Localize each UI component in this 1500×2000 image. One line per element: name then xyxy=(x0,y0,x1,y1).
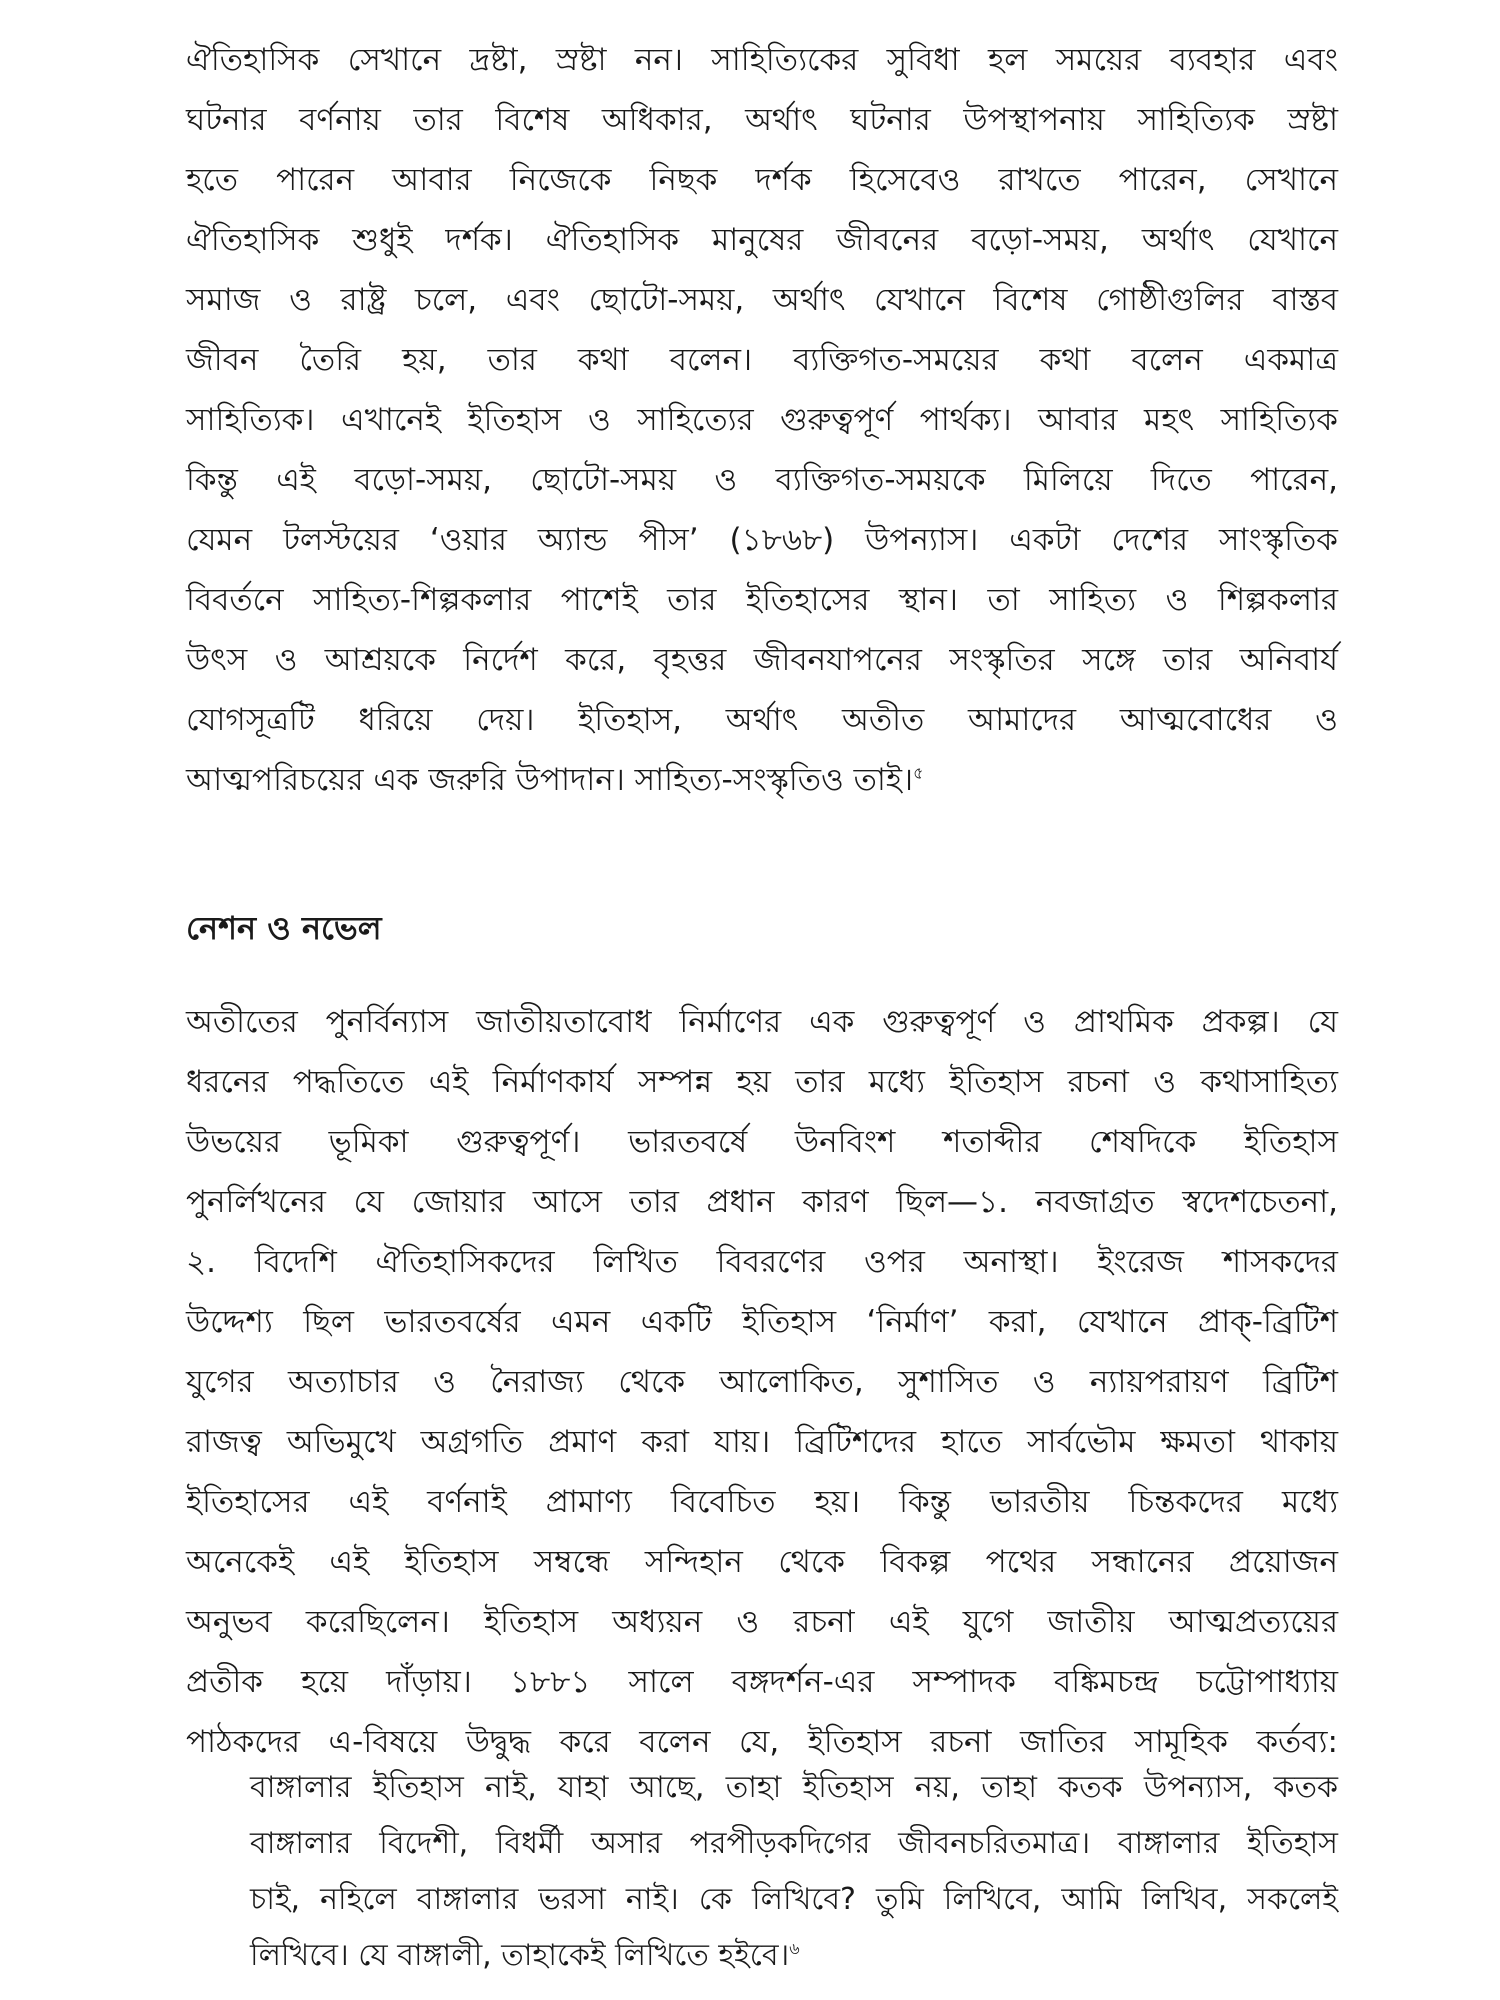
quote-line: বাঙ্গালার ইতিহাস নাই, যাহা আছে, তাহা ইতিহাস নয়, তাহা কতক উপন্যাস, কতক xyxy=(250,1770,1338,1805)
text-line: উৎস ও আশ্রয়কে নির্দেশ করে, বৃহত্তর জীবনযাপনের সংস্কৃতির সঙ্গে তার অনিবার্য xyxy=(186,642,1338,678)
text-line: ২. বিদেশি ঐতিহাসিকদের লিখিত বিবরণের ওপর অনাস্থা। ইংরেজ শাসকদের xyxy=(186,1244,1338,1280)
text-line: যেমন টলস্টয়ের ‘ওয়ার অ্যান্ড পীস’ (১৮৬৮) উপন্যাস। একটা দেশের সাংস্কৃতিক xyxy=(186,522,1338,558)
quote-line-content: লিখিবে। যে বাঙ্গালী, তাহাকেই লিখিতে হইবে। xyxy=(250,1938,790,1973)
text-line: ঐতিহাসিক সেখানে দ্রষ্টা, স্রষ্টা নন। সাহিত্যিকের সুবিধা হল সময়ের ব্যবহার এবং xyxy=(186,42,1338,78)
quote-line: চাই, নহিলে বাঙ্গালার ভরসা নাই। কে লিখিবে? তুমি লিখিবে, আমি লিখিব, সকলেই xyxy=(250,1882,1338,1917)
text-line: ঘটনার বর্ণনায় তার বিশেষ অধিকার, অর্থাৎ ঘটনার উপস্থাপনায় সাহিত্যিক স্রষ্টা xyxy=(186,102,1338,138)
text-line: উদ্দেশ্য ছিল ভারতবর্ষের এমন একটি ইতিহাস ‘নির্মাণ’ করা, যেখানে প্রাক্-ব্রিটিশ xyxy=(186,1304,1338,1340)
quote-line-last xyxy=(250,1928,1338,1984)
text-line: সাহিত্যিক। এখানেই ইতিহাস ও সাহিত্যের গুরুত্বপূর্ণ পার্থক্য। আবার মহৎ সাহিত্যিক xyxy=(186,402,1338,438)
text-line: জীবন তৈরি হয়, তার কথা বলেন। ব্যক্তিগত-সময়ের কথা বলেন একমাত্র xyxy=(186,342,1338,378)
text-line: অতীতের পুনর্বিন্যাস জাতীয়তাবোধ নির্মাণের এক গুরুত্বপূর্ণ ও প্রাথমিক প্রকল্প। যে xyxy=(186,1004,1338,1040)
text-line: সমাজ ও রাষ্ট্র চলে, এবং ছোটো-সময়, অর্থাৎ যেখানে বিশেষ গোষ্ঠীগুলির বাস্তব xyxy=(186,282,1338,318)
text-line: রাজত্ব অভিমুখে অগ্রগতি প্রমাণ করা যায়। ব্রিটিশদের হাতে সার্বভৌম ক্ষমতা থাকায় xyxy=(186,1424,1338,1460)
text-line: হতে পারেন আবার নিজেকে নিছক দর্শক হিসেবেও রাখতে পারেন, সেখানে xyxy=(186,162,1338,198)
paragraph-history-literature xyxy=(186,30,1338,810)
text-line: কিন্তু এই বড়ো-সময়, ছোটো-সময় ও ব্যক্তিগত-সময়কে মিলিয়ে দিতে পারেন, xyxy=(186,462,1338,498)
text-line: অনুভব করেছিলেন। ইতিহাস অধ্যয়ন ও রচনা এই যুগে জাতীয় আত্মপ্রত্যয়ের xyxy=(186,1604,1338,1640)
footnote-marker: ৫ xyxy=(913,763,924,783)
text-line: পাঠকদের এ-বিষয়ে উদ্বুদ্ধ করে বলেন যে, ইতিহাস রচনা জাতির সামূহিক কর্তব্য: xyxy=(186,1724,1338,1760)
text-line: প্রতীক হয়ে দাঁড়ায়। ১৮৮১ সালে বঙ্গদর্শন-এর সম্পাদক বঙ্কিমচন্দ্র চট্টোপাধ্যায় xyxy=(186,1664,1338,1700)
text-line: যুগের অত্যাচার ও নৈরাজ্য থেকে আলোকিত, সুশাসিত ও ন্যায়পরায়ণ ব্রিটিশ xyxy=(186,1364,1338,1400)
quote-line: বাঙ্গালার বিদেশী, বিধর্মী অসার পরপীড়কদিগের জীবনচরিতমাত্র। বাঙ্গালার ইতিহাস xyxy=(250,1826,1338,1861)
text-line: উভয়ের ভূমিকা গুরুত্বপূর্ণ। ভারতবর্ষে উনবিংশ শতাব্দীর শেষদিকে ইতিহাস xyxy=(186,1124,1338,1160)
text-line: ধরনের পদ্ধতিতে এই নির্মাণকার্য সম্পন্ন হয় তার মধ্যে ইতিহাস রচনা ও কথাসাহিত্য xyxy=(186,1064,1338,1100)
text-line-content: আত্মপরিচয়ের এক জরুরি উপাদান। সাহিত্য-সংস্কৃতিও তাই। xyxy=(186,762,914,798)
text-line-last xyxy=(186,750,1338,810)
text-line: যোগসূত্রটি ধরিয়ে দেয়। ইতিহাস, অর্থাৎ অতীত আমাদের আত্মবোধের ও xyxy=(186,702,1338,738)
text-line: ইতিহাসের এই বর্ণনাই প্রামাণ্য বিবেচিত হয়। কিন্তু ভারতীয় চিন্তকদের মধ্যে xyxy=(186,1484,1338,1520)
block-quote xyxy=(250,1760,1338,1984)
text-line: পুনর্লিখনের যে জোয়ার আসে তার প্রধান কারণ ছিল—১. নবজাগ্রত স্বদেশচেতনা, xyxy=(186,1184,1338,1220)
section-heading: নেশন ও নভেল xyxy=(186,909,382,947)
text-line: অনেকেই এই ইতিহাস সম্বন্ধে সন্দিহান থেকে বিকল্প পথের সন্ধানের প্রয়োজন xyxy=(186,1544,1338,1580)
text-line: ঐতিহাসিক শুধুই দর্শক। ঐতিহাসিক মানুষের জীবনের বড়ো-সময়, অর্থাৎ যেখানে xyxy=(186,222,1338,258)
paragraph-nation-novel xyxy=(186,992,1338,1772)
footnote-marker: ৬ xyxy=(789,1939,800,1958)
text-line: বিবর্তনে সাহিত্য-শিল্পকলার পাশেই তার ইতিহাসের স্থান। তা সাহিত্য ও শিল্পকলার xyxy=(186,582,1338,618)
